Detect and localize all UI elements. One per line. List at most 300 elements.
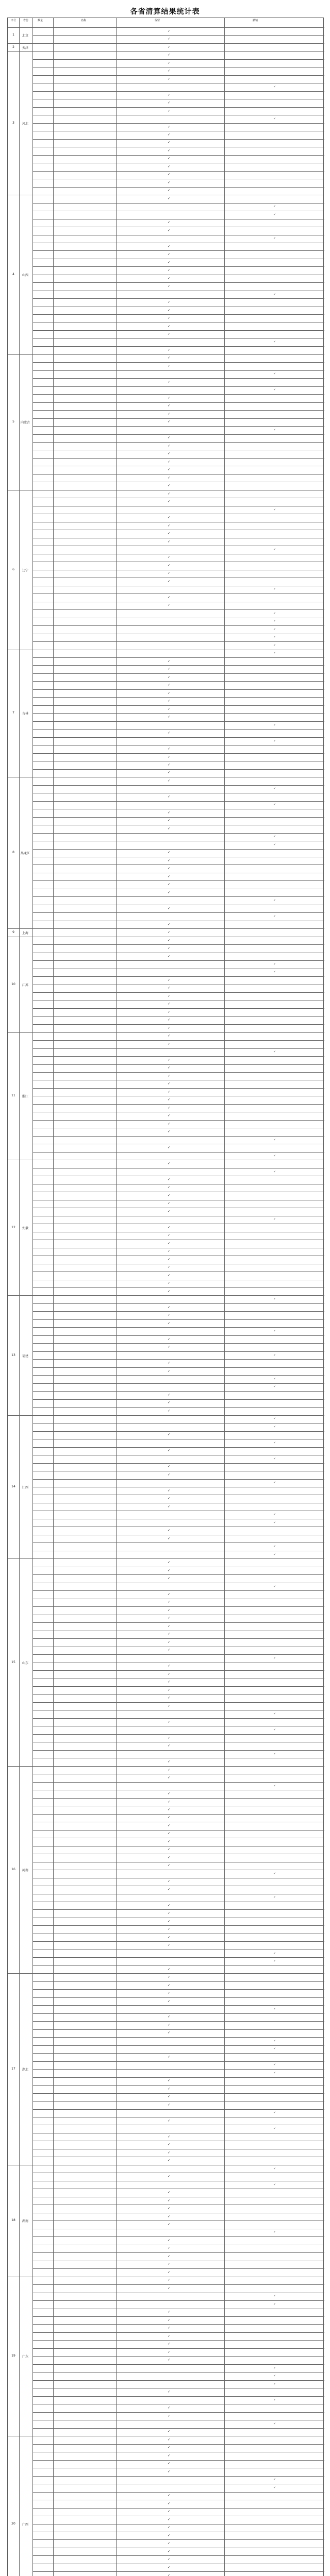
row-divider (32, 697, 324, 698)
row-divider (8, 354, 324, 355)
check-mark: ✓ (168, 308, 171, 312)
check-mark: ✓ (168, 460, 171, 464)
check-mark: ✓ (168, 986, 171, 990)
check-mark: ✓ (168, 364, 171, 368)
check-mark: ✓ (168, 1265, 171, 1269)
check-mark: ✓ (273, 2166, 276, 2171)
province-name: 福建 (22, 1354, 28, 1358)
row-divider (32, 1327, 324, 1328)
check-mark: ✓ (168, 2526, 171, 2530)
check-mark: ✓ (168, 2270, 171, 2274)
row-divider (32, 418, 324, 419)
row-divider (32, 785, 324, 786)
row-divider (32, 1654, 324, 1655)
row-divider (32, 442, 324, 443)
row-divider (32, 1670, 324, 1671)
check-mark: ✓ (273, 2230, 276, 2234)
check-mark: ✓ (168, 2494, 171, 2498)
check-mark: ✓ (168, 1887, 171, 1891)
check-mark: ✓ (168, 2246, 171, 2250)
province-number: 4 (12, 272, 14, 276)
check-mark: ✓ (168, 324, 171, 328)
check-mark: ✓ (168, 1935, 171, 1939)
row-divider (32, 2077, 324, 2078)
check-mark: ✓ (273, 212, 276, 216)
row-divider (32, 665, 324, 666)
row-divider (32, 1359, 324, 1360)
check-mark: ✓ (168, 874, 171, 878)
check-mark: ✓ (273, 1440, 276, 1445)
row-divider (32, 849, 324, 850)
check-mark: ✓ (168, 2159, 171, 2163)
check-mark: ✓ (168, 436, 171, 440)
check-mark: ✓ (168, 2573, 171, 2576)
row-divider (32, 1319, 324, 1320)
row-divider (32, 1104, 324, 1105)
check-mark: ✓ (168, 1409, 171, 1413)
check-mark: ✓ (168, 2191, 171, 2195)
check-mark: ✓ (168, 2262, 171, 2266)
row-divider (32, 2316, 324, 2317)
row-divider (32, 458, 324, 459)
row-divider (32, 689, 324, 690)
row-divider (32, 1694, 324, 1695)
row-divider (32, 2492, 324, 2493)
check-mark: ✓ (168, 563, 171, 567)
row-divider (32, 1391, 324, 1392)
row-divider (32, 1375, 324, 1376)
check-mark: ✓ (168, 228, 171, 232)
check-mark: ✓ (168, 1042, 171, 1046)
check-mark: ✓ (273, 787, 276, 791)
row-divider (32, 681, 324, 682)
row-divider (32, 2236, 324, 2237)
check-mark: ✓ (168, 2342, 171, 2346)
row-divider (32, 1830, 324, 1831)
row-divider (32, 1909, 324, 1910)
row-divider (8, 1415, 324, 1416)
row-divider (32, 1407, 324, 1408)
check-mark: ✓ (168, 994, 171, 998)
check-mark: ✓ (273, 739, 276, 743)
check-mark: ✓ (273, 292, 276, 296)
check-mark: ✓ (168, 906, 171, 910)
province-number: 1 (12, 33, 14, 37)
check-mark: ✓ (273, 1712, 276, 1716)
check-mark: ✓ (168, 683, 171, 687)
row-divider (8, 1295, 324, 1296)
check-mark: ✓ (168, 1193, 171, 1197)
check-mark: ✓ (168, 1911, 171, 1916)
check-mark: ✓ (273, 1552, 276, 1556)
check-mark: ✓ (168, 2175, 171, 2179)
check-mark: ✓ (168, 1082, 171, 1086)
row-divider (32, 370, 324, 371)
check-mark: ✓ (273, 1456, 276, 1461)
check-mark: ✓ (168, 930, 171, 935)
row-divider (32, 2324, 324, 2325)
check-mark: ✓ (168, 2055, 171, 2059)
check-mark: ✓ (273, 2111, 276, 2115)
check-mark: ✓ (168, 260, 171, 264)
check-mark: ✓ (168, 45, 171, 49)
check-mark: ✓ (168, 1863, 171, 1868)
check-mark: ✓ (273, 1329, 276, 1333)
province-name: 安徽 (22, 1226, 28, 1230)
check-mark: ✓ (168, 778, 171, 783)
check-mark: ✓ (168, 1983, 171, 1987)
check-mark: ✓ (168, 2565, 171, 2569)
check-mark: ✓ (273, 1297, 276, 1301)
check-mark: ✓ (168, 1561, 171, 1565)
check-mark: ✓ (168, 2430, 171, 2434)
column-divider (19, 18, 20, 2576)
check-mark: ✓ (168, 2103, 171, 2107)
row-divider (32, 1782, 324, 1783)
check-mark: ✓ (168, 53, 171, 57)
province-name: 浙江 (22, 1095, 28, 1099)
check-mark: ✓ (168, 2326, 171, 2330)
row-divider (32, 2268, 324, 2269)
row-divider (32, 609, 324, 610)
row-divider (32, 1574, 324, 1575)
check-mark: ✓ (168, 1792, 171, 1796)
check-mark: ✓ (273, 1050, 276, 1054)
check-mark: ✓ (168, 2310, 171, 2314)
check-mark: ✓ (273, 1377, 276, 1381)
check-mark: ✓ (168, 659, 171, 663)
row-divider (32, 426, 324, 427)
province-name: 山西 (22, 273, 28, 277)
check-mark: ✓ (168, 1664, 171, 1668)
check-mark: ✓ (168, 2358, 171, 2362)
check-mark: ✓ (168, 1919, 171, 1923)
check-mark: ✓ (168, 1289, 171, 1293)
row-divider (32, 1303, 324, 1304)
check-mark: ✓ (168, 61, 171, 65)
check-mark: ✓ (273, 507, 276, 512)
check-mark: ✓ (168, 1999, 171, 2003)
check-mark: ✓ (168, 1816, 171, 1820)
row-divider (8, 1766, 324, 1767)
check-mark: ✓ (168, 1760, 171, 1764)
row-divider (32, 2364, 324, 2365)
row-divider (32, 2005, 324, 2006)
check-mark: ✓ (273, 842, 276, 846)
province-number: 13 (11, 1353, 15, 1357)
check-mark: ✓ (273, 1520, 276, 1524)
check-mark: ✓ (168, 819, 171, 823)
row-divider (32, 1040, 324, 1041)
check-mark: ✓ (168, 667, 171, 671)
check-mark: ✓ (273, 2422, 276, 2426)
check-mark: ✓ (168, 1209, 171, 1213)
check-mark: ✓ (168, 492, 171, 496)
check-mark: ✓ (273, 1752, 276, 1756)
row-divider (32, 2555, 324, 2556)
check-mark: ✓ (273, 85, 276, 89)
province-name: 上海 (22, 931, 28, 936)
check-mark: ✓ (273, 1138, 276, 1142)
check-mark: ✓ (273, 723, 276, 727)
row-divider (32, 1622, 324, 1623)
row-divider (8, 1973, 324, 1974)
row-divider (32, 1814, 324, 1815)
row-divider (32, 1072, 324, 1073)
check-mark: ✓ (168, 1807, 171, 1811)
check-mark: ✓ (273, 1353, 276, 1357)
check-mark: ✓ (168, 1832, 171, 1836)
province-number: 5 (12, 420, 14, 424)
check-mark: ✓ (273, 962, 276, 966)
check-mark: ✓ (168, 851, 171, 855)
check-mark: ✓ (168, 858, 171, 862)
row-divider (32, 434, 324, 435)
check-mark: ✓ (168, 571, 171, 575)
check-mark: ✓ (168, 1776, 171, 1780)
province-name: 江西 (22, 1486, 28, 1489)
check-mark: ✓ (168, 173, 171, 177)
check-mark: ✓ (168, 2541, 171, 2546)
check-mark: ✓ (168, 1162, 171, 1166)
row-divider (32, 2013, 324, 2014)
row-divider (32, 203, 324, 204)
check-mark: ✓ (168, 555, 171, 560)
check-mark: ✓ (168, 715, 171, 719)
check-mark: ✓ (168, 500, 171, 504)
check-mark: ✓ (168, 2222, 171, 2226)
check-mark: ✓ (273, 2047, 276, 2051)
check-mark: ✓ (168, 476, 171, 480)
row-divider (32, 944, 324, 945)
check-mark: ✓ (168, 1488, 171, 1493)
check-mark: ✓ (168, 1991, 171, 1995)
row-divider (32, 1048, 324, 1049)
check-mark: ✓ (168, 148, 171, 152)
row-divider (32, 880, 324, 881)
check-mark: ✓ (168, 603, 171, 607)
row-divider (32, 1590, 324, 1591)
check-mark: ✓ (168, 396, 171, 400)
row-divider (32, 123, 324, 124)
check-mark: ✓ (168, 221, 171, 225)
row-divider (32, 1686, 324, 1687)
row-divider (32, 2571, 324, 2572)
check-mark: ✓ (168, 826, 171, 831)
province-number: 9 (12, 930, 14, 935)
check-mark: ✓ (168, 1608, 171, 1612)
check-mark: ✓ (273, 428, 276, 432)
row-divider (32, 35, 324, 36)
row-divider (32, 139, 324, 140)
check-mark: ✓ (168, 1577, 171, 1581)
row-divider (32, 378, 324, 379)
check-mark: ✓ (168, 1074, 171, 1078)
check-mark: ✓ (168, 1018, 171, 1022)
row-divider (32, 1367, 324, 1368)
check-mark: ✓ (168, 101, 171, 105)
row-divider (32, 1463, 324, 1464)
check-mark: ✓ (168, 1592, 171, 1596)
province-number: 11 (11, 1094, 15, 1098)
row-divider (32, 737, 324, 738)
check-mark: ✓ (168, 2254, 171, 2258)
check-mark: ✓ (168, 2350, 171, 2354)
check-mark: ✓ (168, 268, 171, 273)
row-divider (32, 1798, 324, 1799)
check-mark: ✓ (168, 1855, 171, 1859)
row-divider (32, 330, 324, 331)
check-mark: ✓ (168, 1114, 171, 1118)
check-mark: ✓ (168, 1066, 171, 1070)
check-mark: ✓ (168, 1369, 171, 1373)
check-mark: ✓ (168, 1321, 171, 1325)
row-divider (32, 2037, 324, 2038)
check-mark: ✓ (273, 372, 276, 376)
check-mark: ✓ (168, 771, 171, 775)
check-mark: ✓ (273, 1951, 276, 1955)
row-divider (32, 2396, 324, 2397)
check-mark: ✓ (168, 1879, 171, 1884)
check-mark: ✓ (168, 938, 171, 942)
check-mark: ✓ (168, 794, 171, 799)
check-mark: ✓ (273, 899, 276, 903)
row-divider (32, 59, 324, 60)
check-mark: ✓ (273, 2063, 276, 2067)
check-mark: ✓ (273, 2007, 276, 2011)
province-number: 12 (11, 1225, 15, 1229)
check-mark: ✓ (168, 2390, 171, 2394)
check-mark: ✓ (168, 579, 171, 583)
check-mark: ✓ (273, 970, 276, 974)
row-divider (32, 187, 324, 188)
check-mark: ✓ (168, 196, 171, 200)
check-mark: ✓ (168, 1249, 171, 1253)
check-mark: ✓ (273, 1895, 276, 1900)
check-mark: ✓ (273, 835, 276, 839)
check-mark: ✓ (273, 205, 276, 209)
check-mark: ✓ (168, 1600, 171, 1604)
row-divider (32, 2348, 324, 2349)
check-mark: ✓ (168, 2079, 171, 2083)
check-mark: ✓ (168, 1640, 171, 1644)
row-divider (32, 2539, 324, 2540)
row-divider (32, 402, 324, 403)
check-mark: ✓ (168, 675, 171, 679)
check-mark: ✓ (168, 1624, 171, 1628)
check-mark: ✓ (273, 803, 276, 807)
province-number: 19 (11, 2354, 15, 2358)
check-mark: ✓ (168, 1201, 171, 1206)
row-divider (8, 43, 324, 44)
check-mark: ✓ (168, 523, 171, 528)
row-divider (32, 2252, 324, 2253)
check-mark: ✓ (168, 1472, 171, 1477)
check-mark: ✓ (168, 1002, 171, 1006)
check-mark: ✓ (273, 1584, 276, 1588)
check-mark: ✓ (168, 2214, 171, 2218)
check-mark: ✓ (273, 2382, 276, 2386)
row-divider (32, 833, 324, 834)
check-mark: ✓ (168, 2134, 171, 2139)
check-mark: ✓ (168, 404, 171, 408)
row-divider (32, 721, 324, 722)
check-mark: ✓ (168, 1680, 171, 1684)
check-mark: ✓ (168, 468, 171, 472)
row-divider (32, 1008, 324, 1009)
check-mark: ✓ (168, 141, 171, 145)
row-divider (32, 362, 324, 363)
row-divider (32, 976, 324, 977)
check-mark: ✓ (168, 412, 171, 416)
row-divider (32, 107, 324, 108)
check-mark: ✓ (273, 619, 276, 623)
check-mark: ✓ (168, 2437, 171, 2442)
check-mark: ✓ (273, 1784, 276, 1788)
row-divider (32, 992, 324, 993)
province-number: 15 (11, 1660, 15, 1664)
row-divider (32, 394, 324, 395)
check-mark: ✓ (168, 2031, 171, 2035)
row-divider (32, 1335, 324, 1336)
check-mark: ✓ (168, 2278, 171, 2282)
header-revoked: 撤销 (252, 19, 258, 22)
row-divider (32, 753, 324, 754)
check-mark: ✓ (168, 2453, 171, 2458)
header-province: 省份 (23, 19, 28, 22)
check-mark: ✓ (168, 516, 171, 520)
row-divider (32, 657, 324, 658)
row-divider (8, 1032, 324, 1033)
check-mark: ✓ (168, 1927, 171, 1931)
province-name: 天津 (22, 46, 28, 50)
row-divider (32, 2444, 324, 2445)
row-divider (32, 2356, 324, 2357)
check-mark: ✓ (273, 1425, 276, 1429)
check-mark: ✓ (168, 1313, 171, 1317)
check-mark: ✓ (273, 2398, 276, 2402)
row-divider (32, 817, 324, 818)
check-mark: ✓ (273, 1656, 276, 1660)
check-mark: ✓ (168, 2414, 171, 2418)
row-divider (32, 673, 324, 674)
row-divider (32, 1399, 324, 1400)
row-divider (32, 2101, 324, 2102)
check-mark: ✓ (168, 252, 171, 257)
row-divider (32, 705, 324, 706)
row-divider (32, 729, 324, 730)
check-mark: ✓ (273, 2182, 276, 2187)
check-mark: ✓ (168, 1361, 171, 1365)
check-mark: ✓ (168, 2150, 171, 2155)
check-mark: ✓ (168, 2533, 171, 2537)
check-mark: ✓ (273, 2294, 276, 2298)
row-divider (32, 1981, 324, 1982)
province-number: 14 (11, 1485, 15, 1488)
check-mark: ✓ (168, 1800, 171, 1804)
row-divider (32, 2300, 324, 2301)
check-mark: ✓ (168, 1497, 171, 1501)
check-mark: ✓ (168, 2334, 171, 2338)
row-divider (32, 338, 324, 339)
check-mark: ✓ (168, 1823, 171, 1827)
row-divider (32, 2045, 324, 2046)
row-divider (32, 1287, 324, 1288)
row-divider (32, 75, 324, 76)
check-mark: ✓ (168, 2318, 171, 2322)
check-mark: ✓ (168, 2095, 171, 2099)
row-divider (32, 960, 324, 961)
